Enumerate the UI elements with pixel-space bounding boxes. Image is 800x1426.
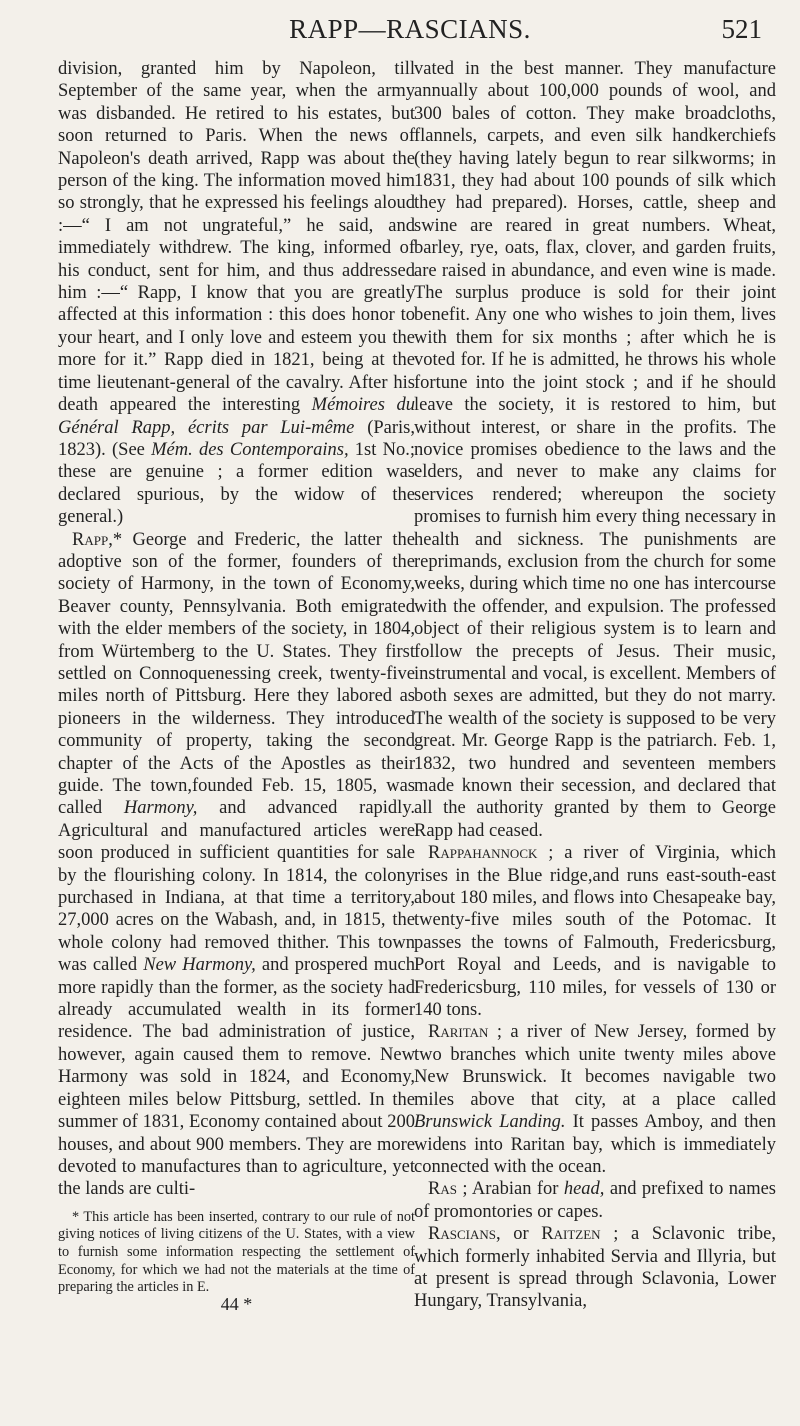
head-word-italic: head,: [563, 1179, 605, 1200]
entry-rappahannock: Rappahannock ; a river of Virginia, which rises in the Blue ridge,and runs east-south-east about 180 miles, and flows into Chesapeake bay, twenty-five miles south of the Potomac. It passes the towns of Falmouth, Fredericsburg, Port Royal and Leeds, and is navigable to Fredericsburg, 110 miles, for vessels of 130 or 140 tons.: [414, 843, 776, 1021]
headword-rapp: Rapp,*: [72, 529, 123, 550]
footnote: [58, 1209, 415, 1314]
memoires-title: Mémoires du Général Rapp, écrits par Lui-même: [58, 395, 416, 438]
headword-raitzen: Raitzen: [541, 1224, 601, 1245]
entry-ras: Ras ; Arabian for head, and prefixed to names of promontories or capes.: [414, 1179, 776, 1222]
headword-rappahannock: Rappahannock: [428, 843, 538, 864]
signature-mark: 44 *: [220, 1293, 253, 1314]
footnote-text: * This article has been inserted, contrary to our rule of not giving notices of living citizens of the U. States, with a view to furnish some information respecting the settlement of Economy, for which we had not the materials at the time of preparing the articles in E.: [58, 1208, 415, 1296]
entry-raritan: Raritan ; a river of New Jersey, formed by two branches which unite twenty miles above New Brunswick. It becomes navigable two miles above that city, at a place called Brunswick Landing. It passes Amboy, and then widens into Raritan bay, which is immediately connected with the ocean.: [414, 1022, 776, 1177]
headword-rascians: Rascians: [428, 1224, 496, 1245]
right-column: [414, 58, 776, 1313]
left-column: [58, 58, 415, 1313]
mem-contemporains-title: Mém. des Contemporains,: [151, 439, 349, 460]
rapp-general-continuation: division, granted him by Napoleon, till September of the same year, when the army was disbanded. He retired to his estates, but soon returned to Paris. When the news of Napoleon's death arrived, Rapp was about the person of the king. The information moved him so strongly, that he expressed his feelings aloud :—“ I am not ungrateful,” he said, and immediately withdrew. The king, informed of his conduct, sent for him, and thus addressed him :—“ Rapp, I know that you are greatly affected at this information : this does honor to your heart, and I only love and esteem you the more for it.” Rapp died in 1821, being at the time lieutenant-general of the cavalry. After his death appeared the interesting Mémoires du Général Rapp, écrits par Lui-même (Paris, 1823). (See Mém. des Contemporains, 1st No.; these are genuine ; a former edition was declared spurious, by the widow of the general.): [58, 59, 416, 528]
headword-raritan: Raritan: [428, 1022, 489, 1043]
entry-rapp: Rapp,* George and Frederic, the latter the adoptive son of the former, founders of the society of Harmony, in the town of Economy, Beaver county, Pennsylvania. Both emigrated with the elder members of the society, in 1804, from Würtemberg to the U. States. They first settled on Connoquenessing creek, twenty-five miles north of Pittsburg. Here they labored as pioneers in the wilderness. They introduced community of property, taking the second chapter of the Acts of the Apostles as their guide. The town,founded Feb. 15, 1805, was called Harmony, and advanced rapidly. Agricultural and manufactured articles were soon produced in sufficient quantities for sale by the flourishing colony. In 1814, the colony purchased in Indiana, at that time a territory, 27,000 acres on the Wabash, and, in 1815, the whole colony had removed thither. This town was called New Harmony, and prospered much more rapidly than the former, as the society had already accumulated wealth in its former residence. The bad administration of justice, however, again caused them to remove. New Harmony was sold in 1824, and Economy, eighteen miles below Pittsburg, settled. In the summer of 1831, Economy contained about 200 houses, and about 900 members. They are more devoted to manufactures than to agriculture, yet the lands are culti-: [58, 529, 415, 1200]
entry-rascians: Rascians, or Raitzen ; a Sclavonic tribe, which formerly inhabited Servia and Illyria, but at present is spread through Sclavonia, Lower Hungary, Transylvania,: [414, 1224, 776, 1312]
harmony-title: Harmony,: [123, 798, 198, 819]
running-head: RAPP—RASCIANS.: [289, 14, 531, 44]
page-header: [58, 14, 762, 50]
rapp-continued: vated in the best manner. They manufacture annually about 100,000 pounds of wool, and 300 bales of cotton. They make broadcloths, flannels, carpets, and even silk handkerchiefs (they having lately begun to rear silkworms; in 1831, they had about 100 pounds of silk which they had prepared). Horses, cattle, sheep and swine are reared in great numbers. Wheat, barley, rye, oats, flax, clover, and garden fruits, are raised in abundance, and even wine is made. The surplus produce is sold for their joint benefit. Any one who wishes to join them, lives with them for six months ; after which he is voted for. If he is admitted, he throws his whole fortune into the joint stock ; and if he should leave the society, it is restored to him, but without interest, or share in the profits. The novice promises obedience to the laws and the elders, and never to make any claims for services rendered; whereupon the society promises to furnish him every thing necessary in health and sickness. The punishments are reprimands, exclusion from the church for some weeks, during which time no one has intercourse with the offender, and expulsion. The professed object of their religious system is to learn and follow the precepts of Jesus. Their music, instrumental and vocal, is excellent. Members of both sexes are admitted, but they do not marry. The wealth of the society is supposed to be very great. Mr. George Rapp is the patriarch. Feb. 1, 1832, two hundred and seventeen members made known their secession, and declared that all the authority granted by them to George Rapp had ceased.: [414, 59, 776, 841]
headword-ras: Ras: [428, 1179, 457, 1200]
page-number: 521: [721, 14, 762, 44]
brunswick-landing: Brunswick Landing.: [414, 1112, 566, 1133]
new-harmony-title: New Harmony,: [143, 955, 256, 976]
